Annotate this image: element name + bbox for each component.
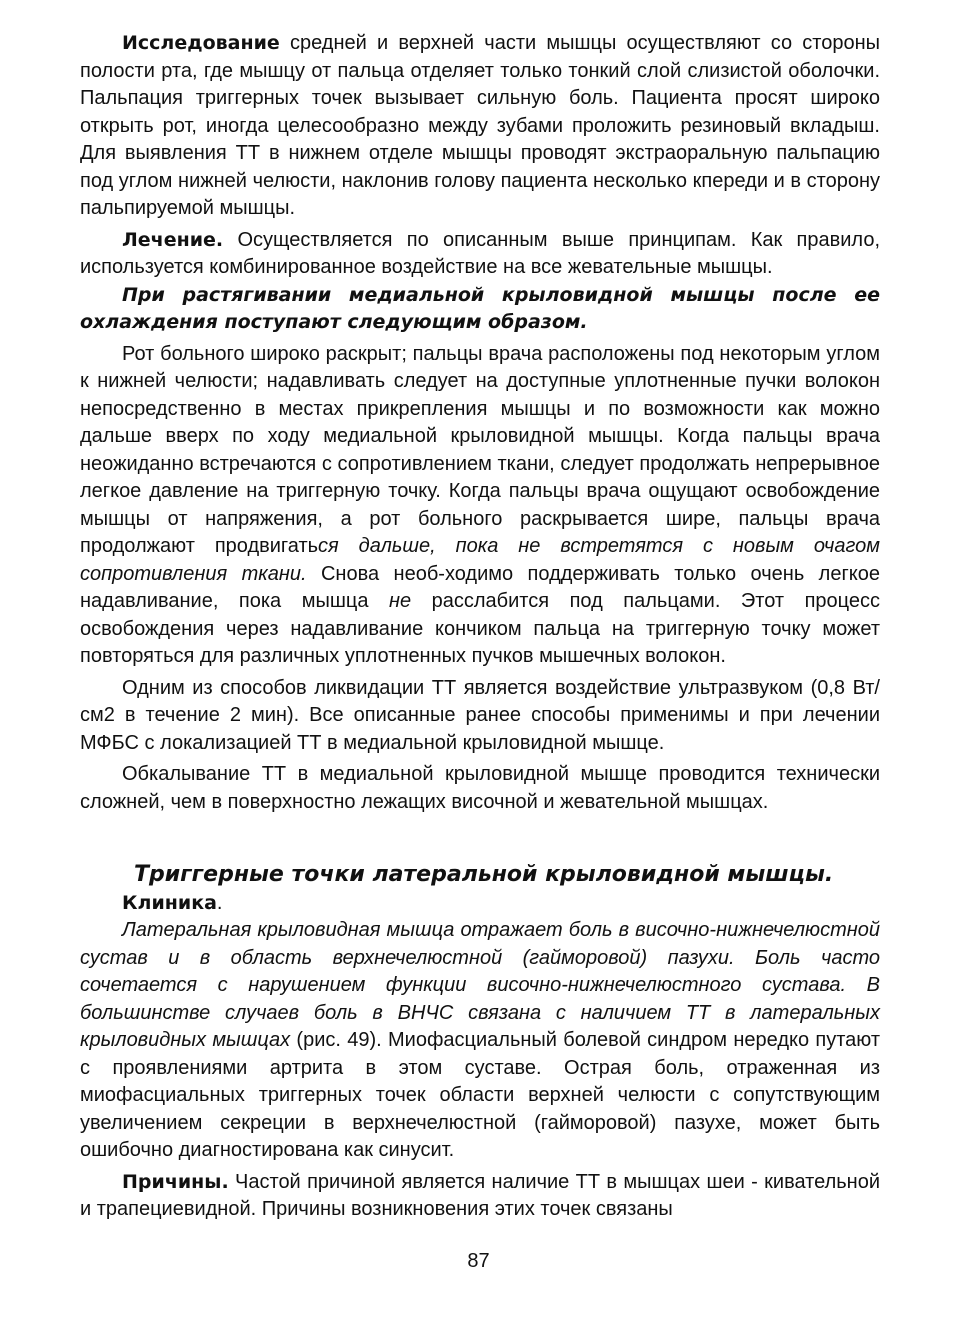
italic-text: ся дальше, пока не встретятся с новым очагом сопротивления ткани. [80,535,880,585]
paragraph-ultrasound [80,675,880,758]
paragraph-procedure [80,341,880,671]
paragraph-text: (рис. 49). Миофасциальный болевой синдром нередко путают с проявлениями артрита в этом суставе. Острая боль, отраженная из миофасциальных триггерных точек области верхней челюсти с сопутствующим увеличением секреции в верхнечелюстной (гайморовой) пазухе, может быть ошибочно диагностирована как синусит. [80,1029,880,1161]
bold-italic-text: При растягивании медиальной крыловидной мышцы после ее охлаждения поступают следующим образом. [80,283,880,333]
subheading-dot: . [216,892,223,914]
subheading-label: Клиника [122,892,217,914]
paragraph-lead: Причины. [122,1170,229,1193]
paragraph-causes [80,1169,880,1224]
italic-text: не [388,590,412,612]
italic-text: Латеральная крыловидная мышца отражает боль в височно-нижнечелюстной сустав и в область верхнечелюстной (гайморовой) пазухи. Боль часто сочетается с нарушением функции височно-нижнечелюстного сустава. В большинстве случаев боль в ВНЧС связана с наличием ТТ в латеральных крыловидных мышцах [80,919,880,1051]
paragraph-stretching-heading [80,282,880,337]
paragraph-text: Снова необ-ходимо поддерживать только очень легкое надавливание, пока мышца [80,562,880,612]
paragraph-injection [80,761,880,816]
page-number: 87 [467,1250,490,1272]
page-body [80,30,880,1224]
paragraph-examination [80,30,880,223]
paragraph-text: Обкалывание ТТ в медиальной крыловидной мышце проводится технически сложней, чем в поверхностно лежащих височной и жевательной мышцах. [80,763,880,813]
paragraph-text: Частой причиной является наличие ТТ в мышцах шеи - кивательной и трапециевидной. Причины возникновения этих точек связаны [80,1170,880,1220]
paragraph-text: средней и верхней части мышцы осуществляют со стороны полости рта, где мышцу от пальца отделяет только тонкий слой слизистой оболочки. Пальпация триггерных точек вызывает сильную боль. Пациента просят широко открыть рот, иногда целесообразно между зубами проложить резиновый вкладыш. Для выявления ТТ в нижнем отделе мышцы проводят экстраоральную пальпацию под углом нижней челюсти, наклонив голову пациента несколько кпереди и в сторону пальпируемой мышцы. [80,32,880,219]
paragraph-text: Осуществляется по описанным выше принципам. Как правило, используется комбинированное воздействие на все жевательные мышцы. [80,228,880,278]
paragraph-lead: Лечение. [122,228,224,251]
paragraph-clinic [80,917,880,1165]
paragraph-lead: Исследование [122,32,280,54]
paragraph-text: расслабится под пальцами. Этот процесс освобождения через надавливание кончиком пальца на триггерную точку может повторяться для различных уплотненных пучков мышечных волокон. [80,590,880,667]
section-title: Триггерные точки латеральной крыловидной мышцы. [134,862,834,887]
paragraph-text: Рот больного широко раскрыт; пальцы врача расположены под некоторым углом к нижней челюсти; надавливать следует на доступные уплотненные пучки волокон непосредственно в местах прикрепления мышцы и по возможности как можно дальше вверх по ходу медиальной крыловидной мышцы. Когда пальцы врача неожиданно встречаются с сопротивлением ткани, следует продолжать непрерывное легкое давление на триггерную точку. Когда пальцы врача ощущают освобождение мышцы от напряжения, а рот больного раскрывается шире, пальцы врача продолжают продвигать [80,342,880,557]
paragraph-treatment [80,227,880,282]
clinic-subheading [80,890,880,917]
paragraph-text: Одним из способов ликвидации ТТ является воздействие ультразвуком (0,8 Вт/см2 в течение 2 мин). Все описанные ранее способы применимы и при лечении МФБС с локализацией ТТ в медиальной крыловидной мышце. [80,676,880,754]
